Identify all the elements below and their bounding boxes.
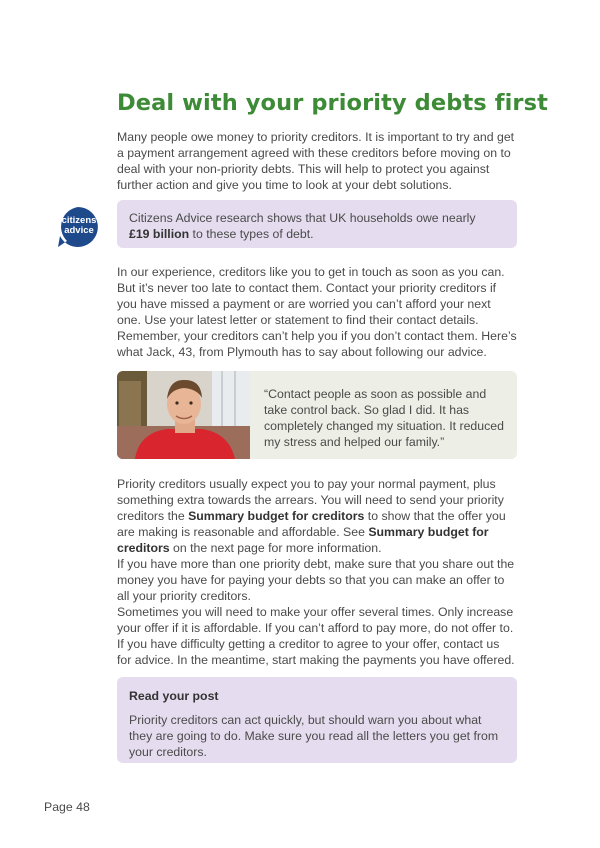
priority-paragraph bbox=[117, 476, 517, 556]
callout-amount: £19 billion bbox=[129, 227, 190, 241]
sometimes-paragraph: Sometimes you will need to make your offer several times. Only increase your offer if it is affordable. If you can’t afford to pay more, do not offer to. If you have difficulty getting a creditor to agree to your offer, contact us for advice. In the meantime, start making the payments you have offered. bbox=[117, 605, 515, 667]
priority-text-3: on the next page for more information. bbox=[169, 541, 382, 555]
citizens-advice-logo bbox=[56, 205, 100, 249]
jack-photo bbox=[117, 371, 250, 459]
post-body: Priority creditors can act quickly, but should warn you about what they are going to do. Make sure you read all the letters you get from your creditors. bbox=[129, 713, 499, 759]
research-callout bbox=[117, 200, 517, 248]
testimonial-quote: “Contact people as soon as possible and take control back. So glad I did. It has completely changed my situation. It reduced my stress and helped our family.” bbox=[264, 387, 504, 449]
priority-text-2: to show that the offer you are making is reasonable and affordable. See bbox=[117, 509, 506, 539]
remember-paragraph: Remember, your creditors can’t help you if you don’t contact them. Here’s what Jack, 43, from Plymouth has to say about following our advice. bbox=[117, 329, 517, 359]
priority-text-1: Priority creditors usually expect you to pay your normal payment, plus something extra towards the arrears. You will need to send your priority creditors the bbox=[117, 477, 504, 523]
page-number: Page 48 bbox=[44, 800, 90, 814]
multiple-debts-paragraph: If you have more than one priority debt, make sure that you share out the money you have for paying your debts so that you can make an offer to all your priority creditors. bbox=[117, 557, 515, 603]
logo-line2: advice bbox=[64, 225, 94, 236]
logo-line1: citizens bbox=[61, 215, 97, 226]
intro-paragraph: Many people owe money to priority creditors. It is important to try and get a payment arrangement agreed with these creditors before moving on to deal with your non-priority debts. This will help to protect you against further action and give you time to look at your debt solutions. bbox=[117, 130, 515, 192]
callout-text-after: to these types of debt. bbox=[189, 227, 314, 241]
callout-text: Citizens Advice research shows that UK households owe nearly bbox=[129, 211, 476, 225]
summary-budget-ref-1: Summary budget for creditors bbox=[188, 509, 365, 523]
experience-paragraph: In our experience, creditors like you to get in touch as soon as you can. But it’s never too late to contact them. Contact your priority creditors if you have missed a payment or are worried you can’t afford your next one. Use your latest letter or statement to find their contact details. bbox=[117, 265, 505, 327]
post-title: Read your post bbox=[129, 689, 219, 703]
read-your-post-box bbox=[117, 677, 517, 763]
page-title: Deal with your priority debts first bbox=[117, 90, 548, 116]
logo-badge-icon bbox=[56, 205, 100, 249]
summary-budget-ref-2: Summary budget for creditors bbox=[117, 525, 489, 555]
testimonial-box bbox=[117, 371, 517, 459]
